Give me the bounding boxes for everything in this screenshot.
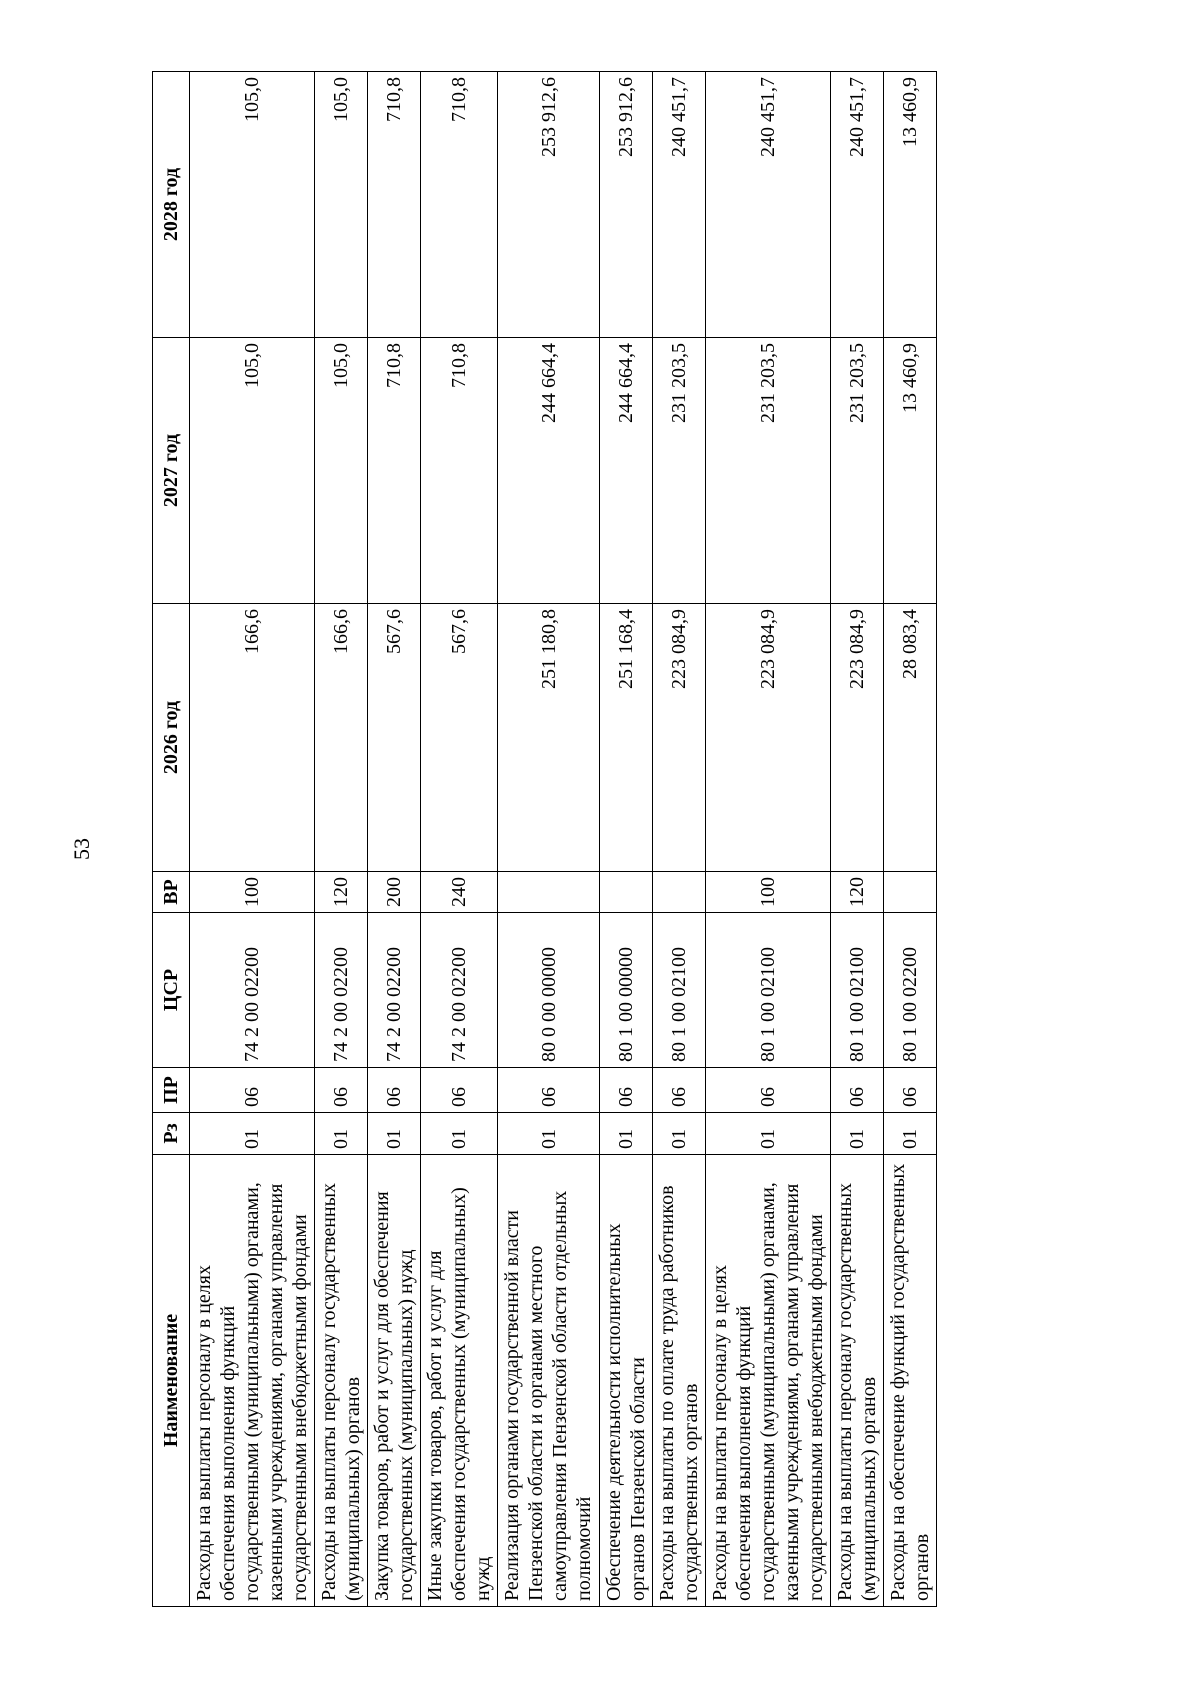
row-name-cell: Закупка товаров, работ и услуг для обеспечения государственных (муниципальных) нужд: [368, 1155, 421, 1607]
row-2028-cell: 240 451,7: [653, 72, 706, 338]
header-pr: ПР: [153, 1068, 190, 1113]
row-2028-cell: 253 912,6: [600, 72, 653, 338]
row-2028-cell: 105,0: [315, 72, 368, 338]
row-name-cell: Реализация органами государственной власти Пензенской области и органами местного самоуправления Пензенской области отдельных полномочий: [498, 1155, 600, 1607]
table-row: [421, 72, 498, 1607]
row-name-cell: Обеспечение деятельности исполнительных органов Пензенской области: [600, 1155, 653, 1607]
row-rz-cell: 01: [653, 1113, 706, 1155]
row-vr-cell: 120: [831, 872, 884, 913]
row-csr-cell: 74 2 00 02200: [315, 913, 368, 1068]
row-2027-cell: 105,0: [190, 338, 315, 604]
row-rz-cell: 01: [831, 1113, 884, 1155]
row-rz-cell: 01: [884, 1113, 937, 1155]
row-vr-cell: 120: [315, 872, 368, 913]
row-2027-cell: 231 203,5: [831, 338, 884, 604]
row-rz-cell: 01: [368, 1113, 421, 1155]
header-2028: 2028 год: [153, 72, 190, 338]
row-2026-cell: 223 084,9: [706, 604, 831, 872]
row-vr-cell: 100: [190, 872, 315, 913]
row-2028-cell: 240 451,7: [706, 72, 831, 338]
row-vr-cell: [653, 872, 706, 913]
row-csr-cell: 80 1 00 02100: [706, 913, 831, 1068]
budget-table-rotated: [152, 72, 987, 1607]
row-2026-cell: 251 168,4: [600, 604, 653, 872]
row-2027-cell: 710,8: [421, 338, 498, 604]
budget-table: [152, 71, 937, 1607]
table-row: [653, 72, 706, 1607]
row-vr-cell: 200: [368, 872, 421, 913]
table-row: [368, 72, 421, 1607]
row-vr-cell: 240: [421, 872, 498, 913]
row-pr-cell: 06: [831, 1068, 884, 1113]
row-2027-cell: 105,0: [315, 338, 368, 604]
row-2027-cell: 710,8: [368, 338, 421, 604]
row-name-cell: Расходы на выплаты персоналу в целях обеспечения выполнения функций государственными (муниципальными) органами, казенными учреждениями, органами управления государственными внебюджетными фондами: [706, 1155, 831, 1607]
header-2026: 2026 год: [153, 604, 190, 872]
table-row: [190, 72, 315, 1607]
header-csr: ЦСР: [153, 913, 190, 1068]
table-row: [498, 72, 600, 1607]
row-2028-cell: 253 912,6: [498, 72, 600, 338]
table-row: [600, 72, 653, 1607]
row-name-cell: Расходы на выплаты персоналу государственных (муниципальных) органов: [831, 1155, 884, 1607]
row-pr-cell: 06: [706, 1068, 831, 1113]
row-pr-cell: 06: [884, 1068, 937, 1113]
row-rz-cell: 01: [421, 1113, 498, 1155]
row-2026-cell: 567,6: [421, 604, 498, 872]
row-name-cell: Расходы на выплаты по оплате труда работников государственных органов: [653, 1155, 706, 1607]
row-rz-cell: 01: [706, 1113, 831, 1155]
table-row: [315, 72, 368, 1607]
row-vr-cell: [498, 872, 600, 913]
row-2026-cell: 166,6: [315, 604, 368, 872]
row-csr-cell: 74 2 00 02200: [368, 913, 421, 1068]
row-2026-cell: 567,6: [368, 604, 421, 872]
row-2028-cell: 710,8: [421, 72, 498, 338]
header-rz: Рз: [153, 1113, 190, 1155]
row-pr-cell: 06: [498, 1068, 600, 1113]
row-vr-cell: [884, 872, 937, 913]
row-name-cell: Расходы на обеспечение функций государственных органов: [884, 1155, 937, 1607]
row-csr-cell: 80 1 00 02100: [831, 913, 884, 1068]
row-name-cell: Расходы на выплаты персоналу в целях обеспечения выполнения функций государственными (муниципальными) органами, казенными учреждениями, органами управления государственными внебюджетными фондами: [190, 1155, 315, 1607]
table-row: [884, 72, 937, 1607]
row-pr-cell: 06: [653, 1068, 706, 1113]
row-2026-cell: 166,6: [190, 604, 315, 872]
row-csr-cell: 80 0 00 00000: [498, 913, 600, 1068]
row-2028-cell: 13 460,9: [884, 72, 937, 338]
row-2026-cell: 28 083,4: [884, 604, 937, 872]
row-rz-cell: 01: [315, 1113, 368, 1155]
row-vr-cell: [600, 872, 653, 913]
row-pr-cell: 06: [600, 1068, 653, 1113]
row-name-cell: Иные закупки товаров, работ и услуг для обеспечения государственных (муниципальных) нужд: [421, 1155, 498, 1607]
row-2028-cell: 240 451,7: [831, 72, 884, 338]
table-header-row: [153, 72, 190, 1607]
table-row: [831, 72, 884, 1607]
row-rz-cell: 01: [190, 1113, 315, 1155]
row-rz-cell: 01: [498, 1113, 600, 1155]
row-2027-cell: 244 664,4: [498, 338, 600, 604]
row-2027-cell: 231 203,5: [653, 338, 706, 604]
row-name-cell: Расходы на выплаты персоналу государственных (муниципальных) органов: [315, 1155, 368, 1607]
row-2028-cell: 710,8: [368, 72, 421, 338]
row-2026-cell: 223 084,9: [831, 604, 884, 872]
header-2027: 2027 год: [153, 338, 190, 604]
row-2028-cell: 105,0: [190, 72, 315, 338]
row-rz-cell: 01: [600, 1113, 653, 1155]
table-row: [706, 72, 831, 1607]
row-pr-cell: 06: [368, 1068, 421, 1113]
row-csr-cell: 74 2 00 02200: [190, 913, 315, 1068]
header-vr: ВР: [153, 872, 190, 913]
row-csr-cell: 74 2 00 02200: [421, 913, 498, 1068]
header-name: Наименование: [153, 1155, 190, 1607]
row-csr-cell: 80 1 00 02100: [653, 913, 706, 1068]
page-number: 53: [69, 838, 94, 860]
row-pr-cell: 06: [315, 1068, 368, 1113]
row-pr-cell: 06: [190, 1068, 315, 1113]
row-2027-cell: 231 203,5: [706, 338, 831, 604]
row-vr-cell: 100: [706, 872, 831, 913]
row-csr-cell: 80 1 00 02200: [884, 913, 937, 1068]
row-2027-cell: 13 460,9: [884, 338, 937, 604]
row-2026-cell: 251 180,8: [498, 604, 600, 872]
row-csr-cell: 80 1 00 00000: [600, 913, 653, 1068]
row-2027-cell: 244 664,4: [600, 338, 653, 604]
row-2026-cell: 223 084,9: [653, 604, 706, 872]
row-pr-cell: 06: [421, 1068, 498, 1113]
